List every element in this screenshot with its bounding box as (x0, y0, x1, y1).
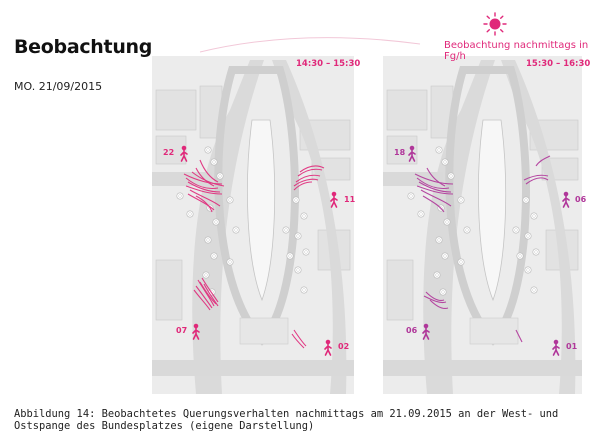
sun-icon (484, 13, 506, 35)
count-sw-2: 06 (406, 326, 418, 335)
observation-date: MO. 21/09/2015 (14, 80, 103, 93)
time-window-2: 15:30 – 16:30 (526, 59, 591, 69)
count-sw-1: 07 (176, 326, 188, 335)
count-ne-2: 06 (575, 195, 587, 204)
map-panel-2 (383, 56, 582, 394)
time-window-1: 14:30 – 15:30 (296, 59, 361, 69)
count-nw-2: 18 (394, 148, 406, 157)
count-se-1: 02 (338, 342, 350, 351)
page-title: Beobachtung (14, 36, 153, 58)
count-ne-1: 11 (344, 195, 356, 204)
map-panel-1 (152, 56, 354, 394)
figure-caption: Abbildung 14: Beobachtetes Querungsverhalten nachmittags am 21.09.2015 an der West- und Ostspange des Bundesplatzes (eigene Darstellung) (14, 408, 559, 432)
count-nw-1: 22 (163, 148, 175, 157)
legend-label: Beobachtung nachmittags in Fg/h (444, 40, 589, 62)
count-se-2: 01 (566, 342, 578, 351)
